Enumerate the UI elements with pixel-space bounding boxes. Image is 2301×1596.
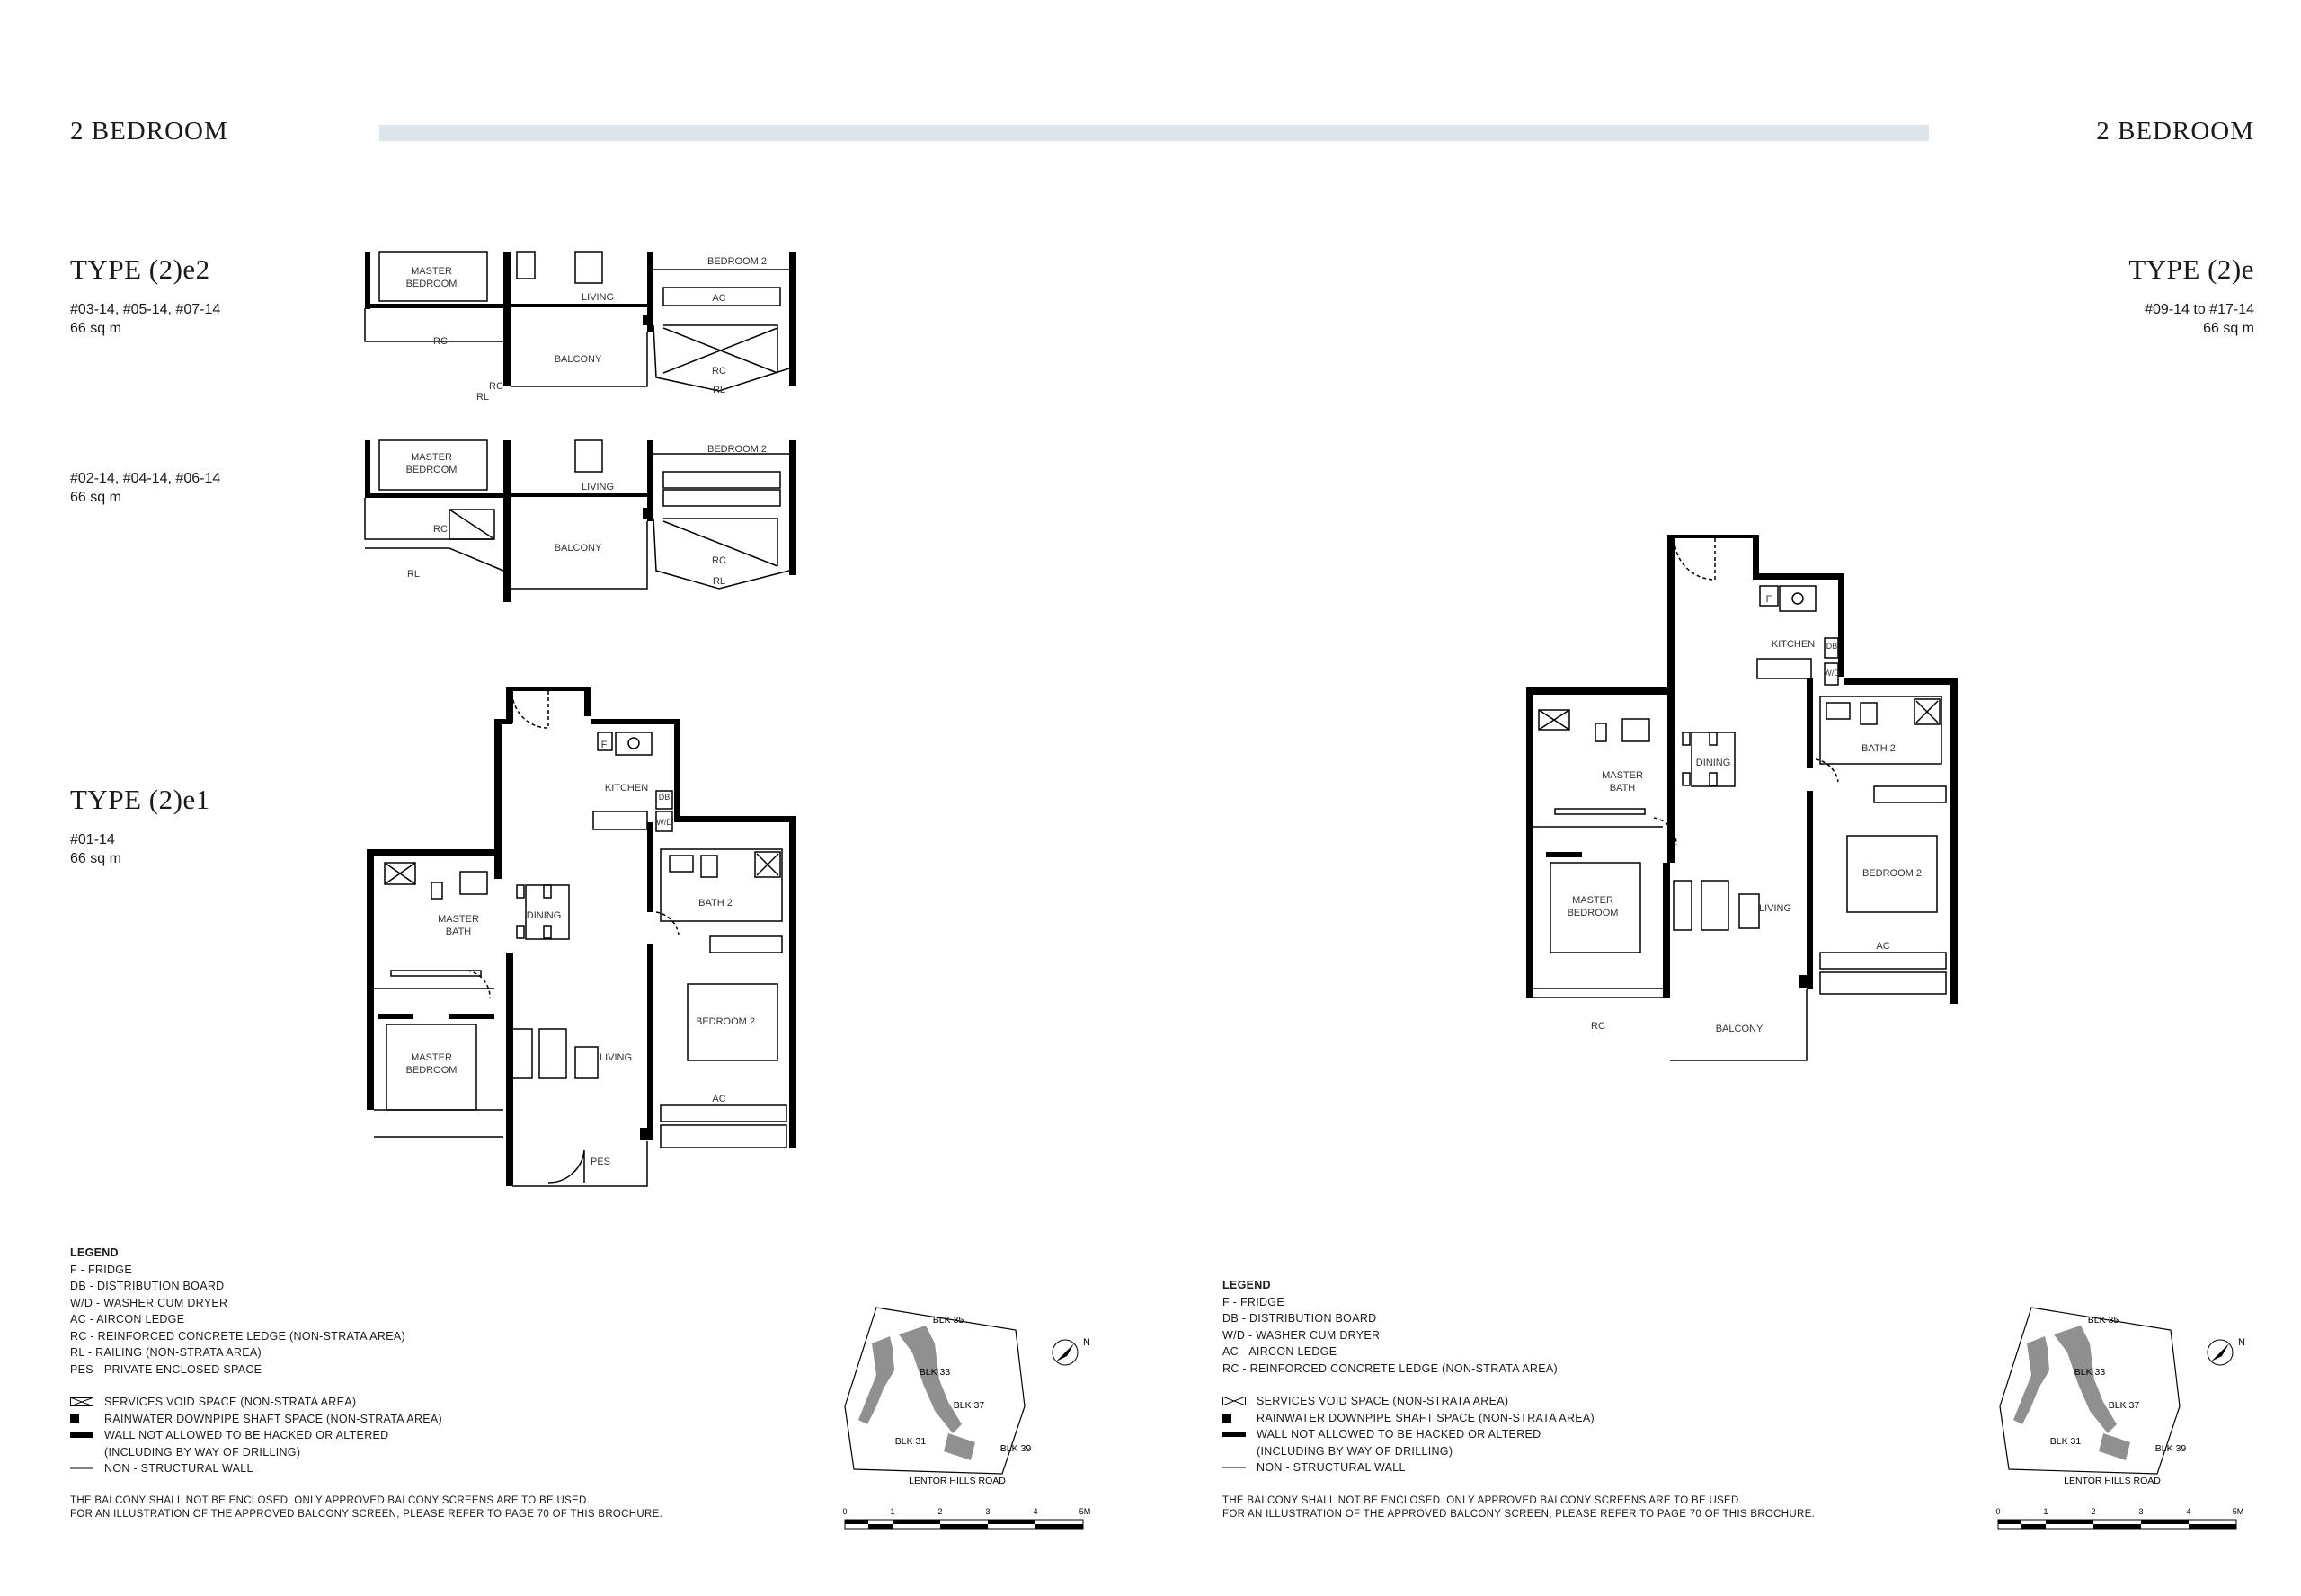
svg-text:2: 2: [937, 1507, 943, 1516]
structural-wall-icon: [1222, 1430, 1246, 1439]
legend-item: AC - AIRCON LEDGE: [70, 1313, 185, 1326]
svg-text:N: N: [2238, 1337, 2245, 1348]
scale-bar-left: [840, 1505, 1146, 1541]
svg-text:RC: RC: [1591, 1021, 1605, 1032]
key-plan-block: BLK 31: [2049, 1436, 2082, 1447]
key-plan-block: BLK 39: [999, 1443, 1032, 1454]
svg-text:KITCHEN: KITCHEN: [604, 783, 649, 794]
key-plan-block: BLK 37: [2108, 1400, 2140, 1411]
svg-text:BEDROOM 2: BEDROOM 2: [706, 444, 768, 455]
svg-text:4: 4: [1033, 1507, 1038, 1516]
type-e2-area-b: 66 sq m: [70, 490, 121, 505]
type-e2-units-a: #03-14, #05-14, #07-14: [70, 302, 221, 317]
key-plan-right: [1995, 1299, 2265, 1492]
type-e1-title: TYPE (2)e1: [70, 784, 210, 815]
label-bedroom2: BEDROOM 2: [706, 256, 768, 267]
type-e1-units: #01-14: [70, 832, 115, 847]
label-rl: RL: [712, 385, 726, 395]
svg-text:F: F: [1765, 594, 1772, 605]
svg-text:RL: RL: [712, 576, 726, 587]
services-void-icon: [1222, 1396, 1246, 1405]
legend-item: RC - REINFORCED CONCRETE LEDGE (NON-STRATA AREA): [70, 1329, 405, 1343]
svg-text:PES: PES: [590, 1157, 611, 1167]
label-rc: RC: [433, 336, 448, 347]
svg-text:MASTER: MASTER: [1572, 895, 1613, 906]
label-balcony: BALCONY: [554, 354, 602, 365]
non-structural-wall-icon: [1222, 1463, 1246, 1472]
svg-text:BEDROOM 2: BEDROOM 2: [695, 1016, 756, 1027]
key-plan-block: BLK 31: [894, 1436, 927, 1447]
svg-text:AC: AC: [1876, 941, 1890, 952]
key-plan-block: BLK 35: [932, 1315, 964, 1326]
key-plan-left: [840, 1299, 1110, 1492]
svg-text:5M: 5M: [1079, 1507, 1091, 1516]
svg-text:BATH 2: BATH 2: [698, 898, 733, 909]
label-living: LIVING: [581, 292, 615, 303]
svg-text:DB: DB: [658, 793, 671, 802]
svg-text:4: 4: [2186, 1507, 2191, 1516]
svg-text:DINING: DINING: [1695, 758, 1731, 768]
floorplan-e2-a: [360, 243, 809, 422]
legend-right: LEGEND F - FRIDGE DB - DISTRIBUTION BOARD W/D - WASHER CUM DRYER AC - AIRCON LEDGE RC - REINFORCED CONCRETE LEDGE (NON-STRATA AREA) SERVICES VOID SPACE (NON-STRATA AREA) RAINWATER DOWNPIPE SHAFT SPACE (NON-STRATA AREA) WALL NOT ALLOWED TO BE HACKED OR ALTERED (INCLUDING BY WAY OF DRILLING) NON - STRUCTURAL WALL: [1222, 1279, 1595, 1474]
key-plan-road: LENTOR HILLS ROAD: [909, 1476, 1006, 1486]
legend-item: DB - DISTRIBUTION BOARD: [70, 1280, 225, 1292]
legend-item: RC - REINFORCED CONCRETE LEDGE (NON-STRATA AREA): [1222, 1361, 1558, 1375]
type-e2-units-b: #02-14, #04-14, #06-14: [70, 471, 221, 486]
key-plan-road: LENTOR HILLS ROAD: [2064, 1476, 2161, 1486]
svg-text:BATH: BATH: [1609, 783, 1636, 794]
svg-text:RL: RL: [406, 569, 421, 580]
legend-heading: LEGEND: [70, 1246, 119, 1259]
svg-text:F: F: [600, 740, 608, 750]
type-e-units: #09-14 to #17-14: [2145, 302, 2254, 317]
key-plan-block: BLK 39: [2154, 1443, 2187, 1454]
north-arrow-icon: [2208, 1337, 2245, 1365]
legend-item: F - FRIDGE: [70, 1263, 132, 1276]
svg-text:BEDROOM 2: BEDROOM 2: [1861, 868, 1923, 879]
svg-text:BALCONY: BALCONY: [1715, 1024, 1764, 1034]
svg-text:MASTER: MASTER: [1602, 770, 1643, 781]
svg-text:RC: RC: [433, 524, 448, 535]
type-e-title: TYPE (2)e: [2128, 253, 2254, 285]
svg-text:KITCHEN: KITCHEN: [1771, 639, 1816, 650]
label-master-bedroom: MASTER: [411, 266, 452, 277]
svg-text:5M: 5M: [2232, 1507, 2244, 1516]
legend-item: RL - RAILING (NON-STRATA AREA): [70, 1346, 262, 1359]
legend-item: AC - AIRCON LEDGE: [1222, 1345, 1337, 1358]
svg-text:DB: DB: [1826, 642, 1838, 651]
svg-text:LIVING: LIVING: [1758, 903, 1792, 914]
svg-text:RC: RC: [712, 366, 726, 377]
header-bar: [379, 125, 1929, 141]
svg-text:BALCONY: BALCONY: [554, 543, 602, 554]
type-e1-area: 66 sq m: [70, 851, 121, 866]
type-e2-area-a: 66 sq m: [70, 321, 121, 336]
svg-text:RL: RL: [475, 392, 490, 403]
svg-text:0: 0: [1995, 1507, 2001, 1516]
svg-text:AC: AC: [712, 1094, 726, 1104]
balcony-note-right: THE BALCONY SHALL NOT BE ENCLOSED. ONLY APPROVED BALCONY SCREENS ARE TO BE USED. FOR AN ILLUSTRATION OF THE APPROVED BALCONY SCREEN, PLEASE REFER TO PAGE 70 OF THIS BROCHURE.: [1222, 1495, 1816, 1520]
legend-item: W/D - WASHER CUM DRYER: [1222, 1328, 1381, 1342]
svg-text:0: 0: [842, 1507, 848, 1516]
services-void-icon: [70, 1397, 93, 1406]
legend-item: DB - DISTRIBUTION BOARD: [1222, 1312, 1377, 1325]
type-e2-title: TYPE (2)e2: [70, 253, 210, 285]
page-header-left: 2 BEDROOM: [70, 117, 228, 146]
svg-text:LIVING: LIVING: [581, 482, 615, 492]
svg-text:N: N: [1083, 1337, 1090, 1348]
svg-text:MASTER: MASTER: [411, 452, 452, 463]
svg-text:RC: RC: [712, 555, 726, 566]
svg-text:W/D: W/D: [1824, 669, 1840, 678]
type-e-area: 66 sq m: [2203, 321, 2254, 336]
structural-wall-icon: [70, 1431, 93, 1440]
legend-left: LEGEND F - FRIDGE DB - DISTRIBUTION BOARD W/D - WASHER CUM DRYER AC - AIRCON LEDGE RC - REINFORCED CONCRETE LEDGE (NON-STRATA AREA) RL - RAILING (NON-STRATA AREA) PES - PRIVATE ENCLOSED SPACE SERVICES VOID SPACE (NON-STRATA AREA) RAINWATER DOWNPIPE SHAFT SPACE (NON-STRATA AREA) WALL NOT ALLOWED TO BE HACKED OR ALTERED (INCLUDING BY WAY OF DRILLING) NON - STRUCTURAL WALL: [70, 1246, 443, 1475]
key-plan-block: BLK 37: [953, 1400, 985, 1411]
legend-item: F - FRIDGE: [1222, 1295, 1284, 1308]
floorplan-e2-b: [360, 436, 809, 607]
svg-text:BATH: BATH: [445, 927, 472, 937]
svg-text:DINING: DINING: [526, 910, 562, 921]
page-header-right: 2 BEDROOM: [2096, 117, 2254, 146]
legend-item: PES - PRIVATE ENCLOSED SPACE: [70, 1362, 262, 1376]
svg-text:BEDROOM: BEDROOM: [405, 465, 458, 475]
balcony-note-left: THE BALCONY SHALL NOT BE ENCLOSED. ONLY APPROVED BALCONY SCREENS ARE TO BE USED. FOR AN ILLUSTRATION OF THE APPROVED BALCONY SCREEN, PLEASE REFER TO PAGE 70 OF THIS BROCHURE.: [70, 1495, 663, 1520]
floorplan-e: [1519, 530, 1968, 1087]
svg-text:MASTER: MASTER: [438, 914, 479, 925]
key-plan-block: BLK 33: [2074, 1367, 2106, 1378]
scale-bar-right: [1994, 1505, 2281, 1541]
svg-text:3: 3: [985, 1507, 991, 1516]
rainwater-shaft-icon: [1222, 1414, 1246, 1423]
svg-text:1: 1: [2043, 1507, 2048, 1516]
svg-text:1: 1: [890, 1507, 895, 1516]
rainwater-shaft-icon: [70, 1414, 93, 1423]
non-structural-wall-icon: [70, 1464, 93, 1473]
svg-text:W/D: W/D: [656, 818, 672, 827]
key-plan-block: BLK 35: [2087, 1315, 2119, 1326]
label-ac: AC: [712, 293, 726, 304]
svg-text:BEDROOM: BEDROOM: [405, 279, 458, 289]
floorplan-e1: [360, 683, 809, 1222]
svg-text:3: 3: [2138, 1507, 2144, 1516]
svg-text:BEDROOM: BEDROOM: [1567, 908, 1619, 918]
svg-text:BEDROOM: BEDROOM: [405, 1065, 458, 1076]
north-arrow-icon: [1053, 1337, 1090, 1365]
legend-item: W/D - WASHER CUM DRYER: [70, 1296, 228, 1309]
svg-text:2: 2: [2091, 1507, 2096, 1516]
svg-text:RC: RC: [489, 381, 503, 392]
svg-text:BATH 2: BATH 2: [1861, 743, 1896, 754]
svg-text:LIVING: LIVING: [599, 1052, 633, 1063]
key-plan-block: BLK 33: [919, 1367, 951, 1378]
svg-text:MASTER: MASTER: [411, 1052, 452, 1063]
